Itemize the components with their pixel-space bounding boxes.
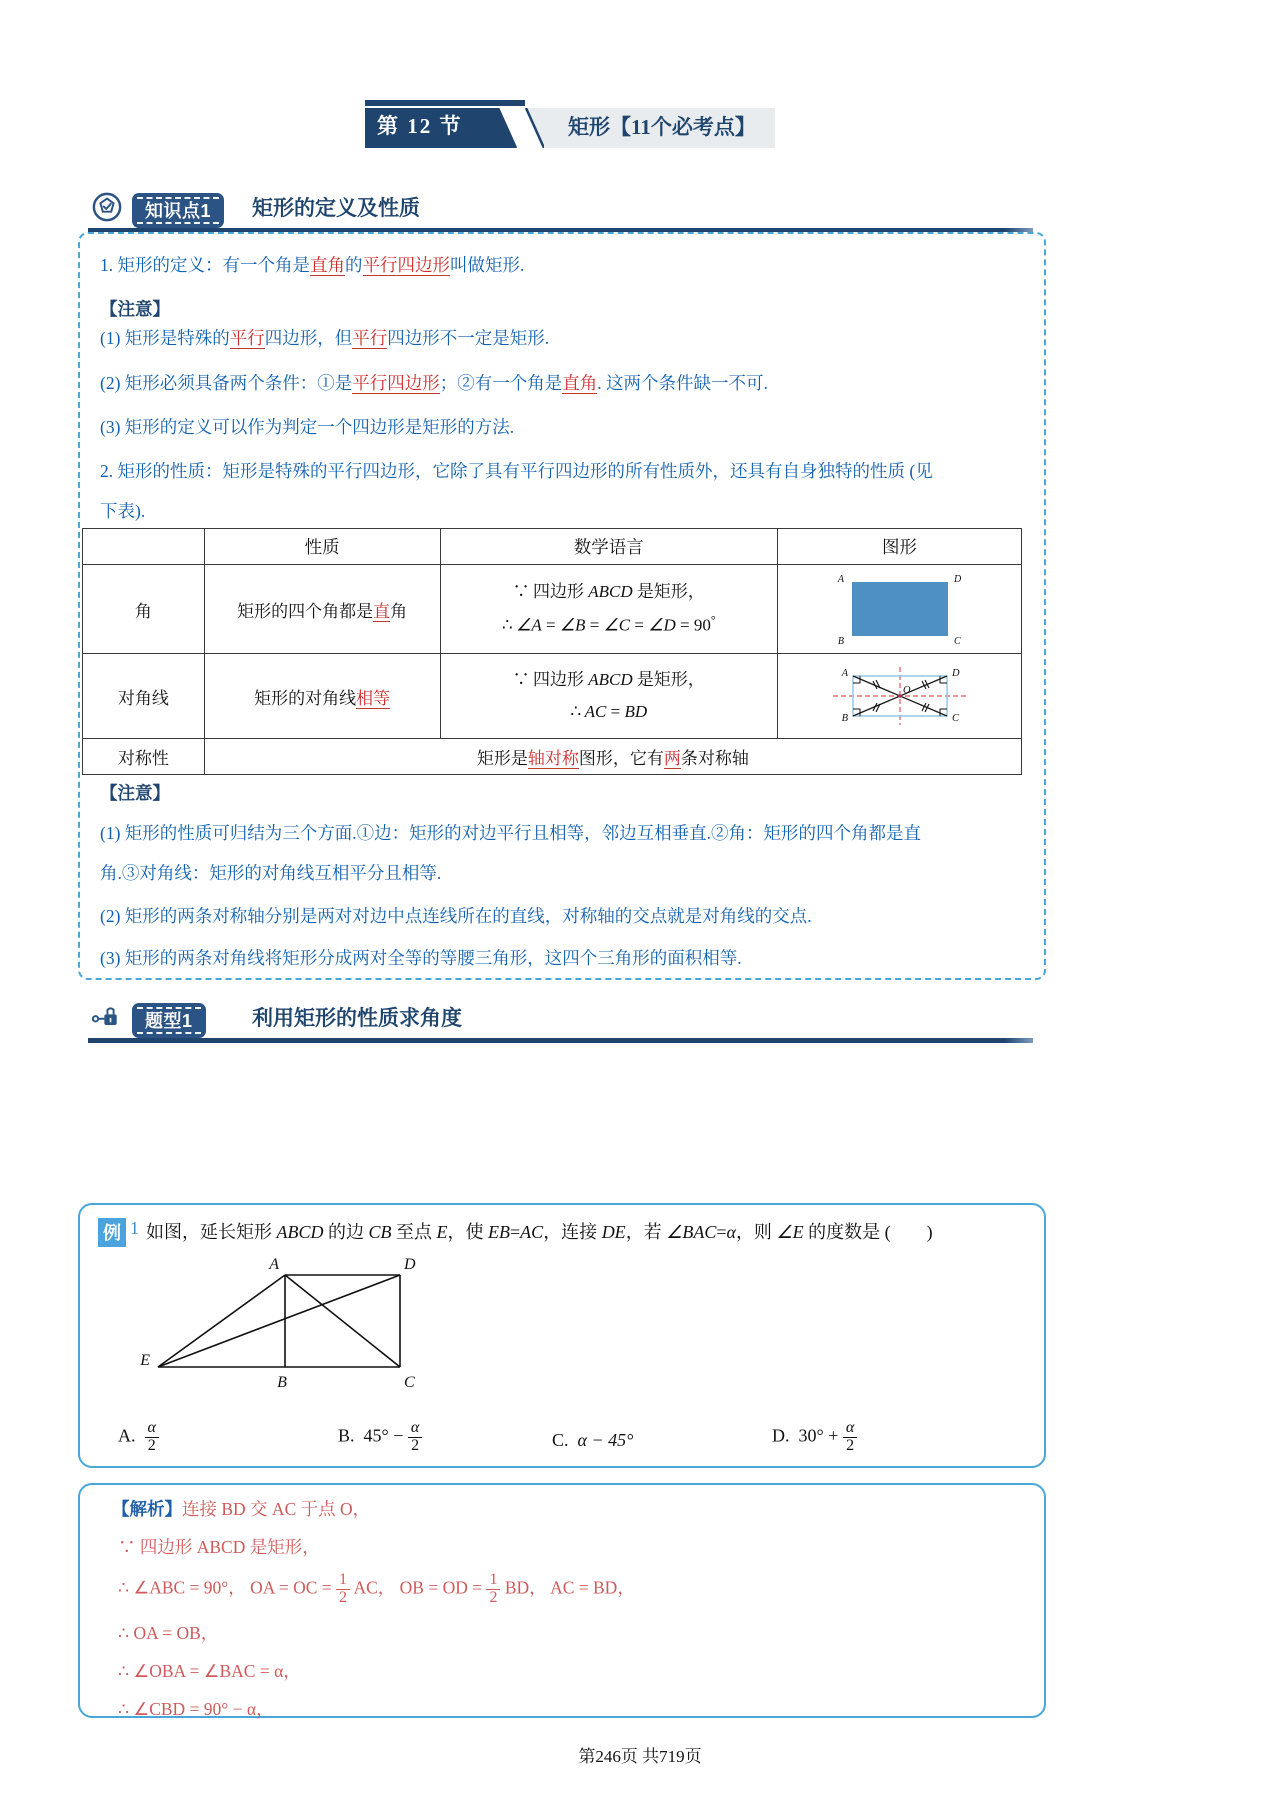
solution-3-mid: AC， OB = OD = [353, 1577, 483, 1598]
option-d-key: D. [772, 1425, 790, 1446]
banner-slash-icon [498, 108, 544, 148]
option-b-key: B. [338, 1425, 355, 1446]
prop-text: 矩形是 [476, 749, 528, 768]
prop-text-tail: 条对称轴 [680, 749, 749, 768]
section-number-label: 第 12 节 [377, 114, 463, 138]
knowledge-title: 矩形的定义及性质 [252, 197, 420, 220]
banner-top-bar [365, 100, 525, 106]
row-figure-angle [778, 565, 1022, 654]
math-line-1: ∵ 四边形 ABCD 是矩形， [512, 669, 705, 689]
option-a-key: A. [118, 1425, 136, 1446]
question-rule [88, 1038, 1033, 1043]
option-b[interactable] [338, 1420, 422, 1455]
row-label-angle: 角 [83, 565, 205, 654]
th-blank [83, 529, 205, 565]
prop-keyword-2: 两 [663, 749, 681, 768]
option-c[interactable] [552, 1430, 633, 1451]
option-d-fraction: $\frac{\alpha}{2}$ [843, 1420, 857, 1455]
note-1-2: (2) 矩形必须具备两个条件：①是平行四边形；②有一个角是直角. 这两个条件缺一不可. [100, 373, 768, 393]
svg-text:A: A [841, 668, 848, 679]
note-heading-2: 【注意】 [100, 783, 170, 803]
prop-keyword: 轴对称 [527, 749, 579, 768]
lock-key-icon [92, 1002, 122, 1032]
row-property-symmetry [204, 739, 1021, 775]
keyword-parallel-1: 平行 [229, 328, 265, 348]
svg-text:D: D [404, 1256, 416, 1273]
keyword-parallel-2: 平行 [352, 328, 388, 348]
example-mark: 例 [98, 1218, 126, 1247]
note-2-3: (3) 矩形的两条对角线将矩形分成两对全等的等腰三角形，这四个三角形的面积相等. [100, 948, 742, 968]
svg-text:D: D [953, 574, 961, 585]
note-2-2: (2) 矩形的两条对称轴分别是两对对边中点连线所在的直线，对称轴的交点就是对角线的交点. [100, 906, 812, 926]
svg-text:B: B [277, 1374, 287, 1391]
properties-table [82, 528, 1022, 775]
solution-3-post: BD， AC = BD， [504, 1577, 635, 1598]
math-line-2: ∴ AC = BD [570, 702, 648, 721]
table-header-row [83, 529, 1022, 565]
prop-text: 矩形的对角线 [254, 688, 357, 708]
svg-text:B: B [837, 636, 844, 647]
solution-line-5: ∴ ∠OBA = ∠BAC = α， [118, 1661, 301, 1681]
note-heading-1: 【注意】 [100, 299, 170, 319]
solution-3-frac-1: $\frac{1}{2}$ [336, 1572, 350, 1607]
solution-text-1: 连接 BD 交 AC 于点 O， [182, 1499, 371, 1519]
note-1-1: (1) 矩形是特殊的平行四边形，但平行四边形不一定是矩形. [100, 328, 550, 348]
svg-text:A: A [269, 1256, 279, 1273]
note-2-1: (1) 矩形的性质可归结为三个方面.①边：矩形的对边平行且相等，邻边互相垂直.②角：矩形的四个角都是直 [100, 823, 922, 843]
keyword-parallelogram-2: 平行四边形 [352, 373, 440, 393]
math-line-2: ∴ ∠A = ∠B = ∠C = ∠D = 90° [501, 612, 716, 635]
keyword-right-angle-2: 直角 [562, 373, 598, 393]
page-footer: 第246页 共719页 [578, 1747, 702, 1766]
row-label-symmetry: 对称性 [83, 739, 205, 775]
solution-line-3 [118, 1572, 635, 1607]
row-math-diagonal [440, 654, 778, 739]
example-number: 1 [130, 1218, 139, 1238]
option-b-prefix: 45° − [363, 1425, 404, 1446]
solution-line-4: ∴ OA = OB， [118, 1623, 219, 1643]
figure-rectangle-filled [784, 570, 1015, 648]
page-banner [355, 100, 775, 148]
solution-line-2: ∵ 四边形 ABCD 是矩形， [118, 1537, 320, 1557]
th-figure: 图形 [778, 529, 1022, 565]
figure-rectangle-diagonals [784, 659, 1015, 733]
th-property: 性质 [204, 529, 440, 565]
prop-text: 矩形的四个角都是 [237, 601, 374, 621]
property-intro-line1: 2. 矩形的性质：矩形是特殊的平行四边形，它除了具有平行四边形的所有性质外，还具有自身独特的性质 (见 [100, 461, 933, 481]
note-1-3: (3) 矩形的定义可以作为判定一个四边形是矩形的方法. [100, 417, 515, 437]
table-row [83, 565, 1022, 654]
knowledge-badge: 知识点1 [132, 193, 224, 228]
option-b-fraction: $\frac{\alpha}{2}$ [408, 1420, 422, 1455]
svg-text:B: B [841, 713, 848, 724]
option-c-text: α − 45° [577, 1430, 634, 1450]
example-stem: 如图，延长矩形 ABCD 的边 CB 至点 E，使 EB=AC，连接 DE，若 ∠BAC=α，则 ∠E 的度数是 ( ) [146, 1222, 933, 1242]
page-title: 矩形【11个必考点】 [568, 115, 756, 139]
keyword-parallelogram: 平行四边形 [362, 255, 450, 275]
keyword-right-angle: 直角 [310, 255, 345, 275]
svg-text:C: C [951, 713, 959, 724]
option-a[interactable] [118, 1420, 159, 1455]
row-math-angle [440, 565, 778, 654]
svg-text:D: D [951, 668, 960, 679]
option-a-fraction: $\frac{\alpha}{2}$ [145, 1420, 159, 1455]
prop-keyword: 相等 [356, 688, 391, 708]
prop-keyword: 直 [373, 601, 391, 621]
example-figure [130, 1255, 460, 1405]
svg-text:E: E [140, 1352, 150, 1369]
th-math-language: 数学语言 [440, 529, 778, 565]
svg-text:O: O [902, 685, 911, 696]
solution-line-1 [112, 1496, 370, 1521]
svg-text:C: C [404, 1374, 415, 1391]
definition-line: 1. 矩形的定义：有一个角是直角的平行四边形叫做矩形. [100, 255, 525, 275]
row-label-diagonal: 对角线 [83, 654, 205, 739]
row-property-angle [204, 565, 440, 654]
option-d[interactable] [772, 1420, 857, 1455]
row-figure-diagonal [778, 654, 1022, 739]
prop-text-mid: 图形，它有 [578, 749, 664, 768]
table-row [83, 739, 1022, 775]
row-property-diagonal [204, 654, 440, 739]
svg-text:A: A [837, 574, 844, 585]
table-row [83, 654, 1022, 739]
shield-check-icon [92, 192, 122, 222]
solution-tag: 【解析】 [112, 1499, 182, 1519]
note-2-1-cont: 角.③对角线：矩形的对角线互相平分且相等. [100, 863, 442, 883]
option-d-prefix: 30° + [798, 1425, 839, 1446]
solution-line-6: ∴ ∠CBD = 90° − α， [118, 1699, 274, 1719]
property-intro-line2: 下表). [100, 501, 146, 521]
option-c-key: C. [552, 1430, 569, 1450]
svg-text:C: C [953, 636, 961, 647]
question-title: 利用矩形的性质求角度 [252, 1007, 462, 1030]
solution-3-frac-2: $\frac{1}{2}$ [486, 1572, 500, 1607]
math-line-1: ∵ 四边形 ABCD 是矩形， [512, 582, 705, 602]
prop-text-tail: 角 [390, 601, 408, 621]
solution-3-pre: ∴ ∠ABC = 90°， OA = OC = [118, 1577, 332, 1598]
question-badge: 题型1 [132, 1003, 206, 1038]
